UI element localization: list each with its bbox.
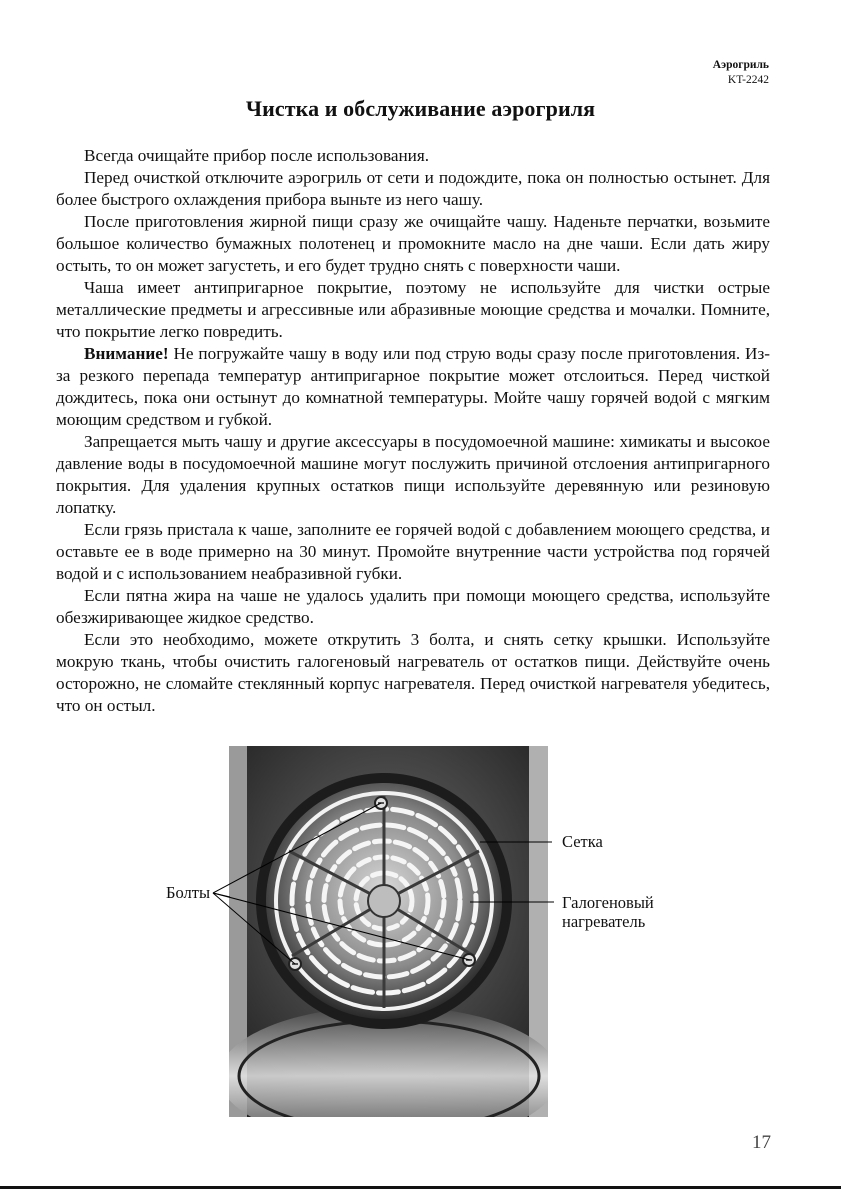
page-number: 17 (752, 1132, 771, 1153)
paragraph-warning: Внимание! Не погружайте чашу в воду или под струю воды сразу после приготовления. Из-за резкого перепада температур антипригарное покрытие может отслоиться. Перед чисткой дождитесь, пока они остынут до комнатной температуры. Мойте чашу горячей водой с мягким моющим средством и губкой. (56, 344, 770, 429)
paragraph: Если грязь пристала к чаше, заполните ее горячей водой с добавлением моющего средства, и оставьте ее в воде примерно на 30 минут. Промойте внутренние части устройства под горячей водой и с использованием неабразивной губки. (56, 520, 770, 583)
paragraph: После приготовления жирной пищи сразу же очищайте чашу. Наденьте перчатки, возьмите большое количество бумажных полотенец и промокните масло на дне чаши. Если дать жиру остыть, то он может загустеть, и его будет трудно снять с поверхности чаши. (56, 212, 770, 275)
mesh-label: Сетка (562, 832, 603, 851)
warning-label: Внимание! (84, 344, 169, 363)
bolts-label: Болты (166, 883, 211, 902)
paragraph: Если пятна жира на чаше не удалось удалить при помощи моющего средства, используйте обезжиривающее жидкое средство. (56, 586, 770, 627)
paragraph: Перед очисткой отключите аэрогриль от сети и подождите, пока он полностью остынет. Для более быстрого охлаждения прибора выньте из него чашу. (56, 168, 770, 209)
header-brand: Аэрогриль (712, 59, 769, 71)
page-title: Чистка и обслуживание аэрогриля (245, 96, 596, 121)
heater-label-line2: нагреватель (562, 912, 646, 931)
paragraph: Чаша имеет антипригарное покрытие, поэтому не используйте для чистки острые металлические предметы и агрессивные или абразивные моющие средства и мочалки. Помните, что покрытие легко повредить. (56, 278, 770, 341)
paragraph: Запрещается мыть чашу и другие аксессуары в посудомоечной машине: химикаты и высокое давление воды в посудомоечной машине могут послужить причиной отслоения антипригарного покрытия. Для удаления крупных остатков пищи используйте деревянную или резиновую лопатку. (56, 432, 770, 517)
paragraph: Всегда очищайте прибор после использования. (84, 146, 430, 165)
header-model: KT-2242 (727, 74, 769, 86)
paragraph: Если это необходимо, можете открутить 3 болта, и снять сетку крышки. Используйте мокрую ткань, чтобы очистить галогеновый нагреватель от остатков пищи. Действуйте очень осторожно, не сломайте стеклянный корпус нагревателя. Перед очисткой нагревателя убедитесь, что он остыл. (56, 630, 770, 715)
heater-label-line1: Галогеновый (562, 893, 654, 912)
